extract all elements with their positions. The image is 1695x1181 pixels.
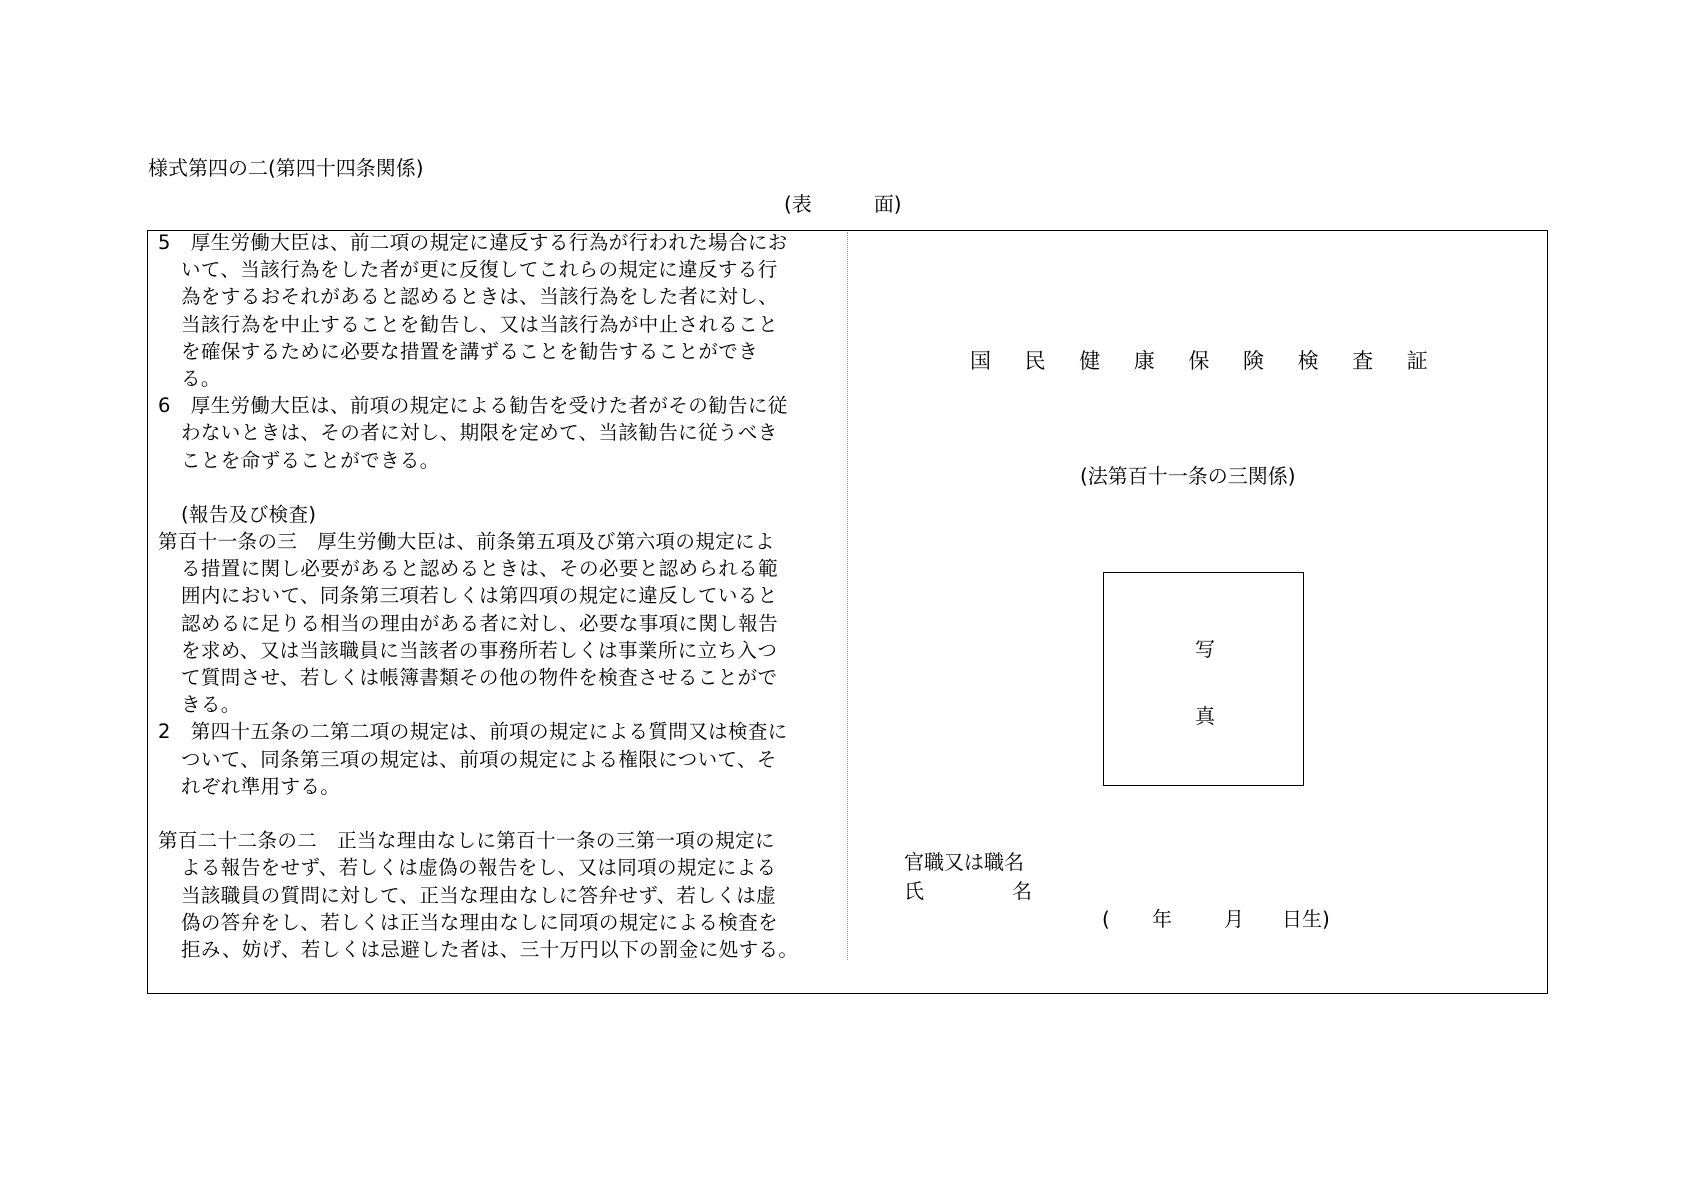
law-line: 5 厚生労働大臣は、前二項の規定に違反する行為が行われた場合にお — [158, 231, 788, 254]
name-label-part-2: 名 — [1012, 879, 1032, 903]
photo-label-1: 写 — [1195, 637, 1215, 661]
law-heading: (報告及び検査) — [181, 502, 317, 526]
law-line: て質問させ、若しくは帳簿書類その他の物件を検査させることがで — [181, 666, 778, 689]
law-line: 当該行為を中止することを勧告し、又は当該行為が中止されること — [181, 312, 779, 336]
law-line: 当該職員の質問に対して、正当な理由なしに答弁せず、若しくは虚 — [181, 883, 777, 907]
law-line: 6 厚生労働大臣は、前項の規定による勧告を受けた者がその勧告に従 — [158, 394, 788, 418]
title-char: 険 — [1242, 349, 1264, 373]
title-char: 検 — [1297, 349, 1319, 373]
law-line: いて、当該行為をした者が更に反復してこれらの規定に違反する行 — [181, 258, 778, 282]
law-line: 囲内において、同条第三項若しくは第四項の規定に違反していると — [181, 584, 778, 608]
side-label — [784, 188, 902, 217]
title-char: 証 — [1406, 349, 1428, 373]
law-line: れぞれ準用する。 — [181, 774, 341, 798]
law-line: る措置に関し必要があると認めるときは、その必要と認められる範 — [181, 557, 779, 581]
birth-day: 日生) — [1282, 907, 1330, 931]
birth-open: ( — [1102, 907, 1110, 931]
law-line: を確保するために必要な措置を講ずることを勧告することができ — [181, 339, 759, 363]
law-line: 偽の答弁をし、若しくは正当な理由なしに同項の規定による検査を — [181, 910, 779, 934]
photo-box — [1103, 572, 1304, 786]
photo-label-2: 真 — [1195, 704, 1215, 728]
birth-month: 月 — [1224, 907, 1244, 931]
title-char: 国 — [970, 349, 991, 373]
name-label-part-1: 氏 — [904, 879, 924, 903]
law-line: ついて、同条第三項の規定は、前項の規定による権限について、そ — [181, 747, 777, 771]
side-label-close: 面) — [873, 192, 902, 216]
blank-line — [158, 474, 848, 501]
birth-year: 年 — [1152, 907, 1172, 931]
side-label-open: (表 — [784, 192, 812, 216]
law-line: 第百十一条の三 厚生労働大臣は、前条第五項及び第六項の規定によ — [158, 530, 775, 554]
law-line: 第百二十二条の二 正当な理由なしに第百十一条の三第一項の規定に — [158, 829, 775, 853]
law-reference: (法第百十一条の三関係) — [1080, 464, 1296, 488]
law-text-panel — [158, 229, 848, 963]
title-char: 査 — [1352, 349, 1374, 373]
law-line: きる。 — [181, 693, 241, 717]
title-char: 保 — [1188, 349, 1210, 373]
law-line: わないときは、その者に対し、期限を定めて、当該勧告に従うべき — [181, 421, 778, 445]
title-char: 康 — [1133, 349, 1155, 373]
blank-line — [158, 800, 848, 827]
law-line: 認めるに足りる相当の理由がある者に対し、必要な事項に関し報告 — [181, 611, 779, 635]
certificate-title — [970, 345, 1461, 375]
form-title: 様式第四の二(第四十四条関係) — [148, 156, 424, 180]
law-line: ことを命ずることができる。 — [181, 448, 440, 472]
law-line: 2 第四十五条の二第二項の規定は、前項の規定による質問又は検査に — [158, 720, 788, 744]
title-char: 健 — [1079, 349, 1101, 373]
name-label — [904, 875, 1032, 904]
law-line: 拒み、妨げ、若しくは忌避した者は、三十万円以下の罰金に処する。 — [181, 937, 799, 961]
birth-date-field — [1102, 903, 1330, 932]
law-line: を求め、又は当該職員に当該者の事務所若しくは事業所に立ち入つ — [181, 638, 778, 662]
law-line: よる報告をせず、若しくは虚偽の報告をし、又は同項の規定による — [181, 856, 777, 880]
law-line: 為をするおそれがあると認めるときは、当該行為をした者に対し、 — [181, 285, 779, 309]
title-char: 民 — [1024, 349, 1046, 373]
official-title-label: 官職又は職名 — [904, 850, 1024, 874]
law-line: る。 — [181, 366, 221, 390]
